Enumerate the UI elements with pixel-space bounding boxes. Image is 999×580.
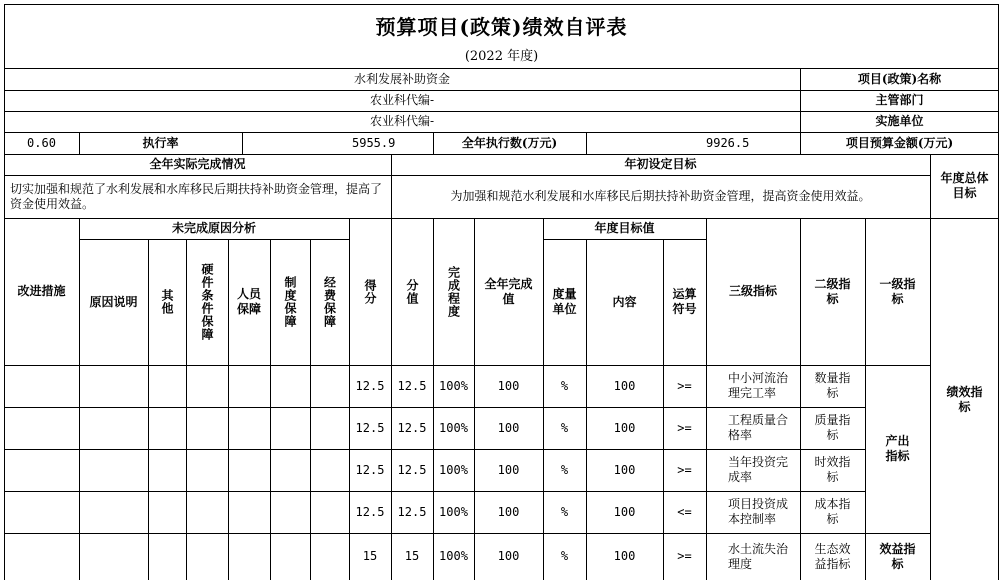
- row-1-score: 12.5: [355, 420, 385, 435]
- row-2-level2: 时效指标: [814, 455, 851, 484]
- row-3-content: 100: [613, 504, 636, 519]
- system-header: 制度保障: [283, 276, 297, 328]
- init-goal-label: 年初设定目标: [624, 157, 697, 171]
- budget-value: 9926.5: [706, 135, 750, 150]
- completion-header: 完成程度: [446, 265, 461, 318]
- row-3-op: <=: [677, 504, 692, 519]
- score-header: 得分: [363, 278, 377, 305]
- row-1-unit: %: [560, 420, 569, 435]
- row-0-full: 100: [497, 378, 520, 393]
- level3-header: 三级指标: [728, 284, 777, 298]
- op-header: 运算符号: [672, 287, 697, 316]
- perf-index-label: 绩效指标: [946, 385, 983, 414]
- row-0-level2: 数量指标: [814, 371, 851, 400]
- unfinished-header: 未完成原因分析: [171, 221, 256, 235]
- row-1-content: 100: [613, 420, 636, 435]
- fund-header: 经费保障: [322, 276, 337, 328]
- level1-cell-output: 产出指标: [885, 434, 910, 463]
- row-0-score: 12.5: [355, 378, 385, 393]
- dept-label: 主管部门: [875, 93, 924, 107]
- target-group-header: 年度目标值: [594, 221, 655, 235]
- row-4-op: >=: [677, 549, 692, 563]
- project-name-label: 项目(政策)名称: [857, 71, 942, 86]
- staff-header: 人员保障: [236, 287, 261, 316]
- row-4-score: 15: [362, 549, 378, 563]
- row-1-weight: 12.5: [397, 420, 427, 435]
- row-2-weight: 12.5: [397, 462, 427, 477]
- row-4-level3: 水土流失治理度: [728, 541, 789, 571]
- row-2-unit: %: [560, 462, 569, 477]
- hardware-header: 硬件条件保障: [200, 263, 214, 341]
- row-0-content: 100: [613, 378, 636, 393]
- row-4-full: 100: [497, 549, 520, 563]
- budget-label: 项目预算金额(万元): [845, 135, 954, 150]
- unit-header: 度量单位: [552, 287, 577, 316]
- level1-cell-benefit: 效益指标: [879, 541, 916, 571]
- row-1-full: 100: [497, 420, 520, 435]
- row-1-op: >=: [677, 420, 692, 435]
- row-2-completion: 100%: [439, 462, 468, 477]
- row-1-level2: 质量指标: [814, 413, 851, 442]
- row-3-level3: 项目投资成本控制率: [728, 497, 789, 526]
- row-4-level2: 生态效益指标: [814, 541, 851, 571]
- form-title: 预算项目(政策)绩效自评表: [375, 14, 628, 39]
- row-2-op: >=: [677, 462, 692, 477]
- row-2-level3: 当年投资完成率: [728, 455, 789, 484]
- row-3-weight: 12.5: [397, 504, 427, 519]
- other-header: 其他: [160, 289, 174, 315]
- executed-value: 5955.9: [352, 135, 396, 150]
- actual-text: 切实加强和规范了水利发展和水库移民后期扶持补助资金管理，提高了资金使用效益。: [10, 181, 383, 211]
- rate-value: 0.60: [27, 135, 56, 150]
- row-2-content: 100: [613, 462, 636, 477]
- row-4-weight: 15: [404, 549, 420, 563]
- row-3-level2: 成本指标: [814, 497, 851, 526]
- form-year: (2022 年度): [464, 48, 539, 64]
- project-name-value: 水利发展补助资金: [353, 71, 450, 86]
- row-1-completion: 100%: [439, 420, 468, 435]
- impl-label: 实施单位: [875, 114, 924, 128]
- reason-header: 原因说明: [89, 294, 138, 309]
- level1-header: 一级指标: [879, 276, 916, 306]
- full-year-header: 全年完成值: [484, 276, 533, 306]
- row-0-op: >=: [677, 378, 692, 393]
- row-0-completion: 100%: [439, 378, 468, 393]
- row-4-completion: 100%: [439, 549, 468, 563]
- row-4-content: 100: [613, 549, 636, 563]
- row-3-unit: %: [560, 504, 569, 519]
- init-goal-text: 为加强和规范水利发展和水库移民后期扶持补助资金管理，提高资金使用效益。: [450, 189, 871, 203]
- content-header: 内容: [612, 294, 637, 309]
- dept-value: 农业科代编-: [369, 93, 435, 107]
- row-0-weight: 12.5: [397, 378, 427, 393]
- row-0-unit: %: [560, 378, 569, 393]
- impl-value: 农业科代编-: [369, 114, 435, 128]
- row-2-full: 100: [497, 462, 520, 477]
- executed-label: 全年执行数(万元): [461, 135, 558, 150]
- measures-header: 改进措施: [17, 284, 66, 298]
- row-3-full: 100: [497, 504, 520, 519]
- overall-goal-label: 年度总体目标: [940, 171, 989, 200]
- row-2-score: 12.5: [355, 462, 385, 477]
- row-4-unit: %: [560, 549, 569, 563]
- row-3-completion: 100%: [439, 504, 468, 519]
- row-1-level3: 工程质量合格率: [728, 413, 789, 442]
- weight-header: 分值: [405, 278, 419, 305]
- level2-header: 二级指标: [814, 276, 851, 306]
- actual-label: 全年实际完成情况: [149, 157, 246, 171]
- row-0-level3: 中小河流治理完工率: [728, 371, 789, 400]
- row-3-score: 12.5: [355, 504, 385, 519]
- rate-label: 执行率: [142, 135, 179, 150]
